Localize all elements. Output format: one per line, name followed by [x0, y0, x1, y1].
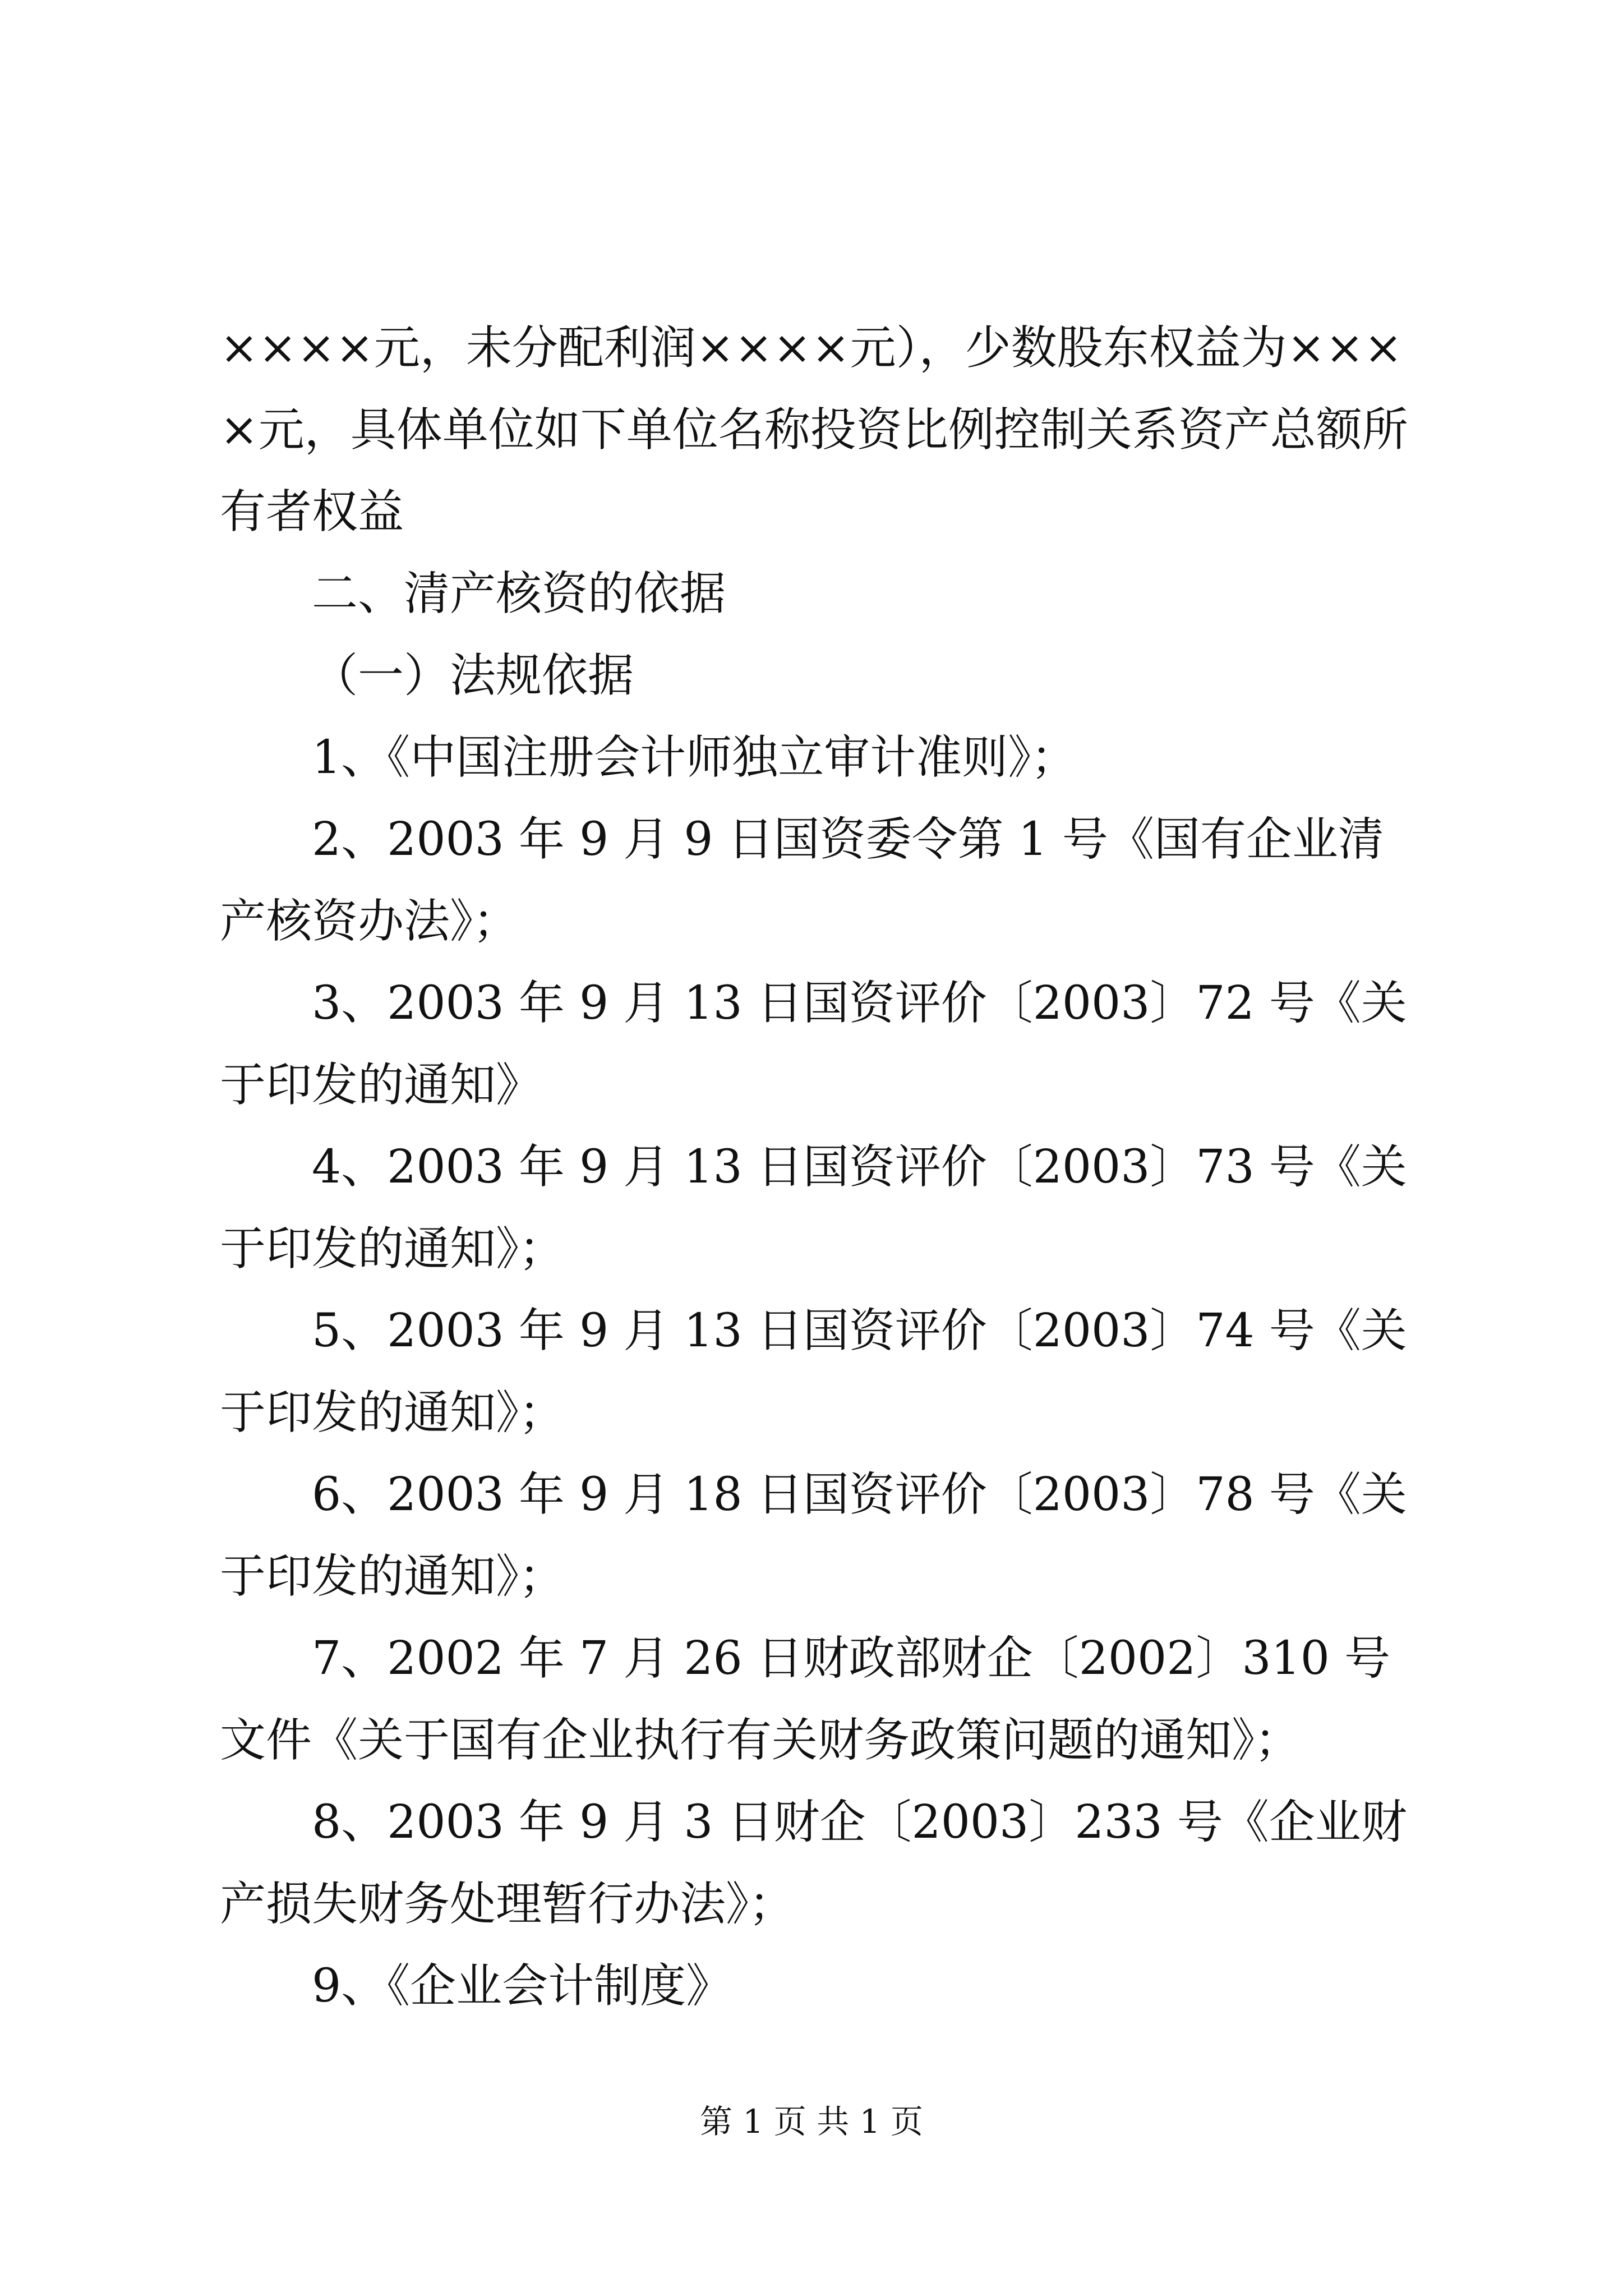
page-footer: 第 1 页 共 1 页	[700, 2102, 923, 2141]
list-item-8: 8、2003 年 9 月 3 日财企〔2003〕233 号《企业财产损失财务处理暂行办法》；	[220, 1796, 1407, 1931]
subsection-heading-regulations: （一）法规依据	[312, 649, 634, 702]
document-body	[220, 307, 1420, 2027]
list-item-6: 6、2003 年 9 月 18 日国资评价〔2003〕78 号《关于印发的通知》；	[220, 1468, 1407, 1603]
list-item-9: 9、《企业会计制度》	[312, 1959, 732, 2013]
list-item-1: 1、《中国注册会计师独立审计准则》；	[312, 731, 1077, 784]
list-item-7: 7、2002 年 7 月 26 日财政部财企〔2002〕310 号文件《关于国有企业执行有关财务政策问题的通知》；	[220, 1632, 1390, 1767]
list-item-4: 4、2003 年 9 月 13 日国资评价〔2003〕73 号《关于印发的通知》；	[220, 1140, 1407, 1276]
list-item-2: 2、2003 年 9 月 9 日国资委令第 1 号《国有企业清产核资办法》；	[220, 813, 1384, 948]
paragraph-continuation: ××××元，未分配利润××××元），少数股东权益为××××元，具体单位如下单位名称投资比例控制关系资产总额所有者权益	[220, 321, 1408, 539]
list-item-3: 3、2003 年 9 月 13 日国资评价〔2003〕72 号《关于印发的通知》	[220, 977, 1407, 1112]
section-heading-basis: 二、清产核资的依据	[312, 567, 726, 620]
list-item-5: 5、2003 年 9 月 13 日国资评价〔2003〕74 号《关于印发的通知》；	[220, 1304, 1407, 1439]
